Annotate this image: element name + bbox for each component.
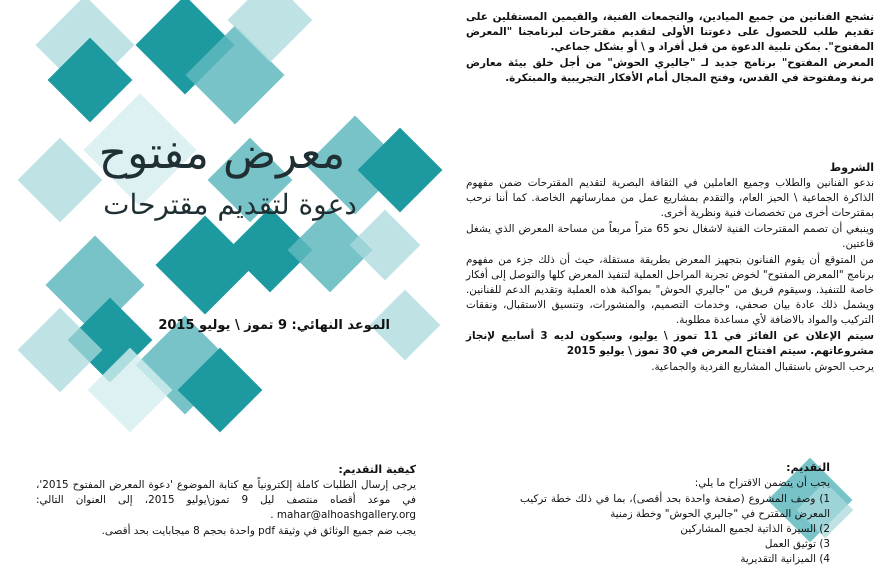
diamond-shape <box>156 216 255 315</box>
submission-section <box>520 460 830 567</box>
terms-heading: الشروط <box>829 161 874 174</box>
submission-list <box>520 492 830 567</box>
list-item: 2) السيرة الذاتية لجميع المشاركين <box>680 523 830 535</box>
apply-heading: كيفية التقديم: <box>338 463 416 476</box>
deadline: الموعد النهائي: 9 تموز \ يوليو 2015 <box>158 318 390 333</box>
apply-paragraph-1: يرجى إرسال الطلبات كاملة إلكترونياً مع كتابة الموضوع 'دعوة المعرض المفتوح 2015'، في موعد أقصاه منتصف ليل 9 تموز\يوليو 2015، إلى العنوان التالي: mahar@alhoashgallery.org . <box>36 479 417 521</box>
terms-paragraph-5: يرحب الحوش باستقبال المشاريع الفردية والجماعية. <box>651 361 874 373</box>
intro-paragraph-1: نشجع الفنانين من جميع الميادين، والتجمعات الفنية، والقيمين المستقلين على تقديم طلب للحصول على دعوتنا الأولى لتقديم مقترحات لبرنامجنا "المعرض المفتوح". يمكن تلبية الدعوة من قبل أفراد و \ أو بشكل جماعي. <box>466 11 874 53</box>
terms-section <box>466 150 874 376</box>
terms-paragraph-4: سيتم الإعلان عن الفائز في 11 تموز \ يوليو، وسيكون لديه 3 أسابيع لإنجاز مشروعاتهم. سيتم افتتاح المعرض في 30 تموز \ يوليو 2015 <box>466 330 874 357</box>
submission-heading: التقديم: <box>786 461 830 474</box>
list-item: 1) وصف المشروع (صفحة واحدة بحد أقصى)، بما في ذلك خطة تركيب المعرض المقترح في "جاليري الحوش" وخطة زمنية <box>520 493 830 520</box>
poster-title: معرض مفتوح <box>98 128 346 179</box>
how-to-apply-section <box>36 462 416 540</box>
submission-intro: يجب أن يتضمن الاقتراح ما يلي: <box>694 477 830 489</box>
poster-subtitle: دعوة لتقديم مقترحات <box>103 188 357 221</box>
poster-artwork <box>0 0 450 440</box>
apply-paragraph-2: يجب ضم جميع الوثائق في وثيقة pdf واحدة بحجم 8 ميجابايت بحد أقصى. <box>101 525 416 537</box>
list-item: 4) الميزانية التقديرية <box>740 553 830 565</box>
intro-section <box>466 10 874 87</box>
terms-paragraph-1: ندعو الفنانين والطلاب وجميع العاملين في الثقافة البصرية لتقديم المقترحات ضمن مفهوم الذاكرة الجماعية \ الحيز العام، والتقدم بمشاريع عمل من ممارساتهم الخاصة. كما أننا نرحب بمقترحات أخرى من تخصصات فنية ونظرية أخرى. <box>466 177 874 219</box>
list-item: 3) توثيق العمل <box>764 538 830 550</box>
terms-paragraph-2: وينبغي أن تصمم المقترحات الفنية لاشغال نحو 65 متراً مربعاً من مساحة المعرض الذي يشغل قاعتين. <box>466 223 874 250</box>
terms-paragraph-3: من المتوقع أن يقوم الفنانون بتجهيز المعرض بطريقة مستقلة، حيث أن ذلك جزء من مفهوم برنامج "المعرض المفتوح" لخوض تجربة المراحل العملية لتنفيذ المعرض كلها والتوصل إلى أفكار خاصة للتنفيذ. وسيقوم فريق من "جاليري الحوش" بمواكبة هذه العملية وتقديم الدعم للفنانين. ويشمل ذلك عادة بيان صحفي، وخدمات التصميم، والمنشورات، وتنسيق الاستقبال، ونفقات التركيب والمواد بالاضافة لأي مساعدة مطلوبة. <box>466 254 874 326</box>
intro-paragraph-2: المعرض المفتوح" برنامج جديد لـ "جاليري الحوش" من أجل خلق بيئة معارض مرنة ومفتوحة في القدس، وفتح المجال أمام الأفكار التجريبية والمبتكرة. <box>466 57 874 84</box>
